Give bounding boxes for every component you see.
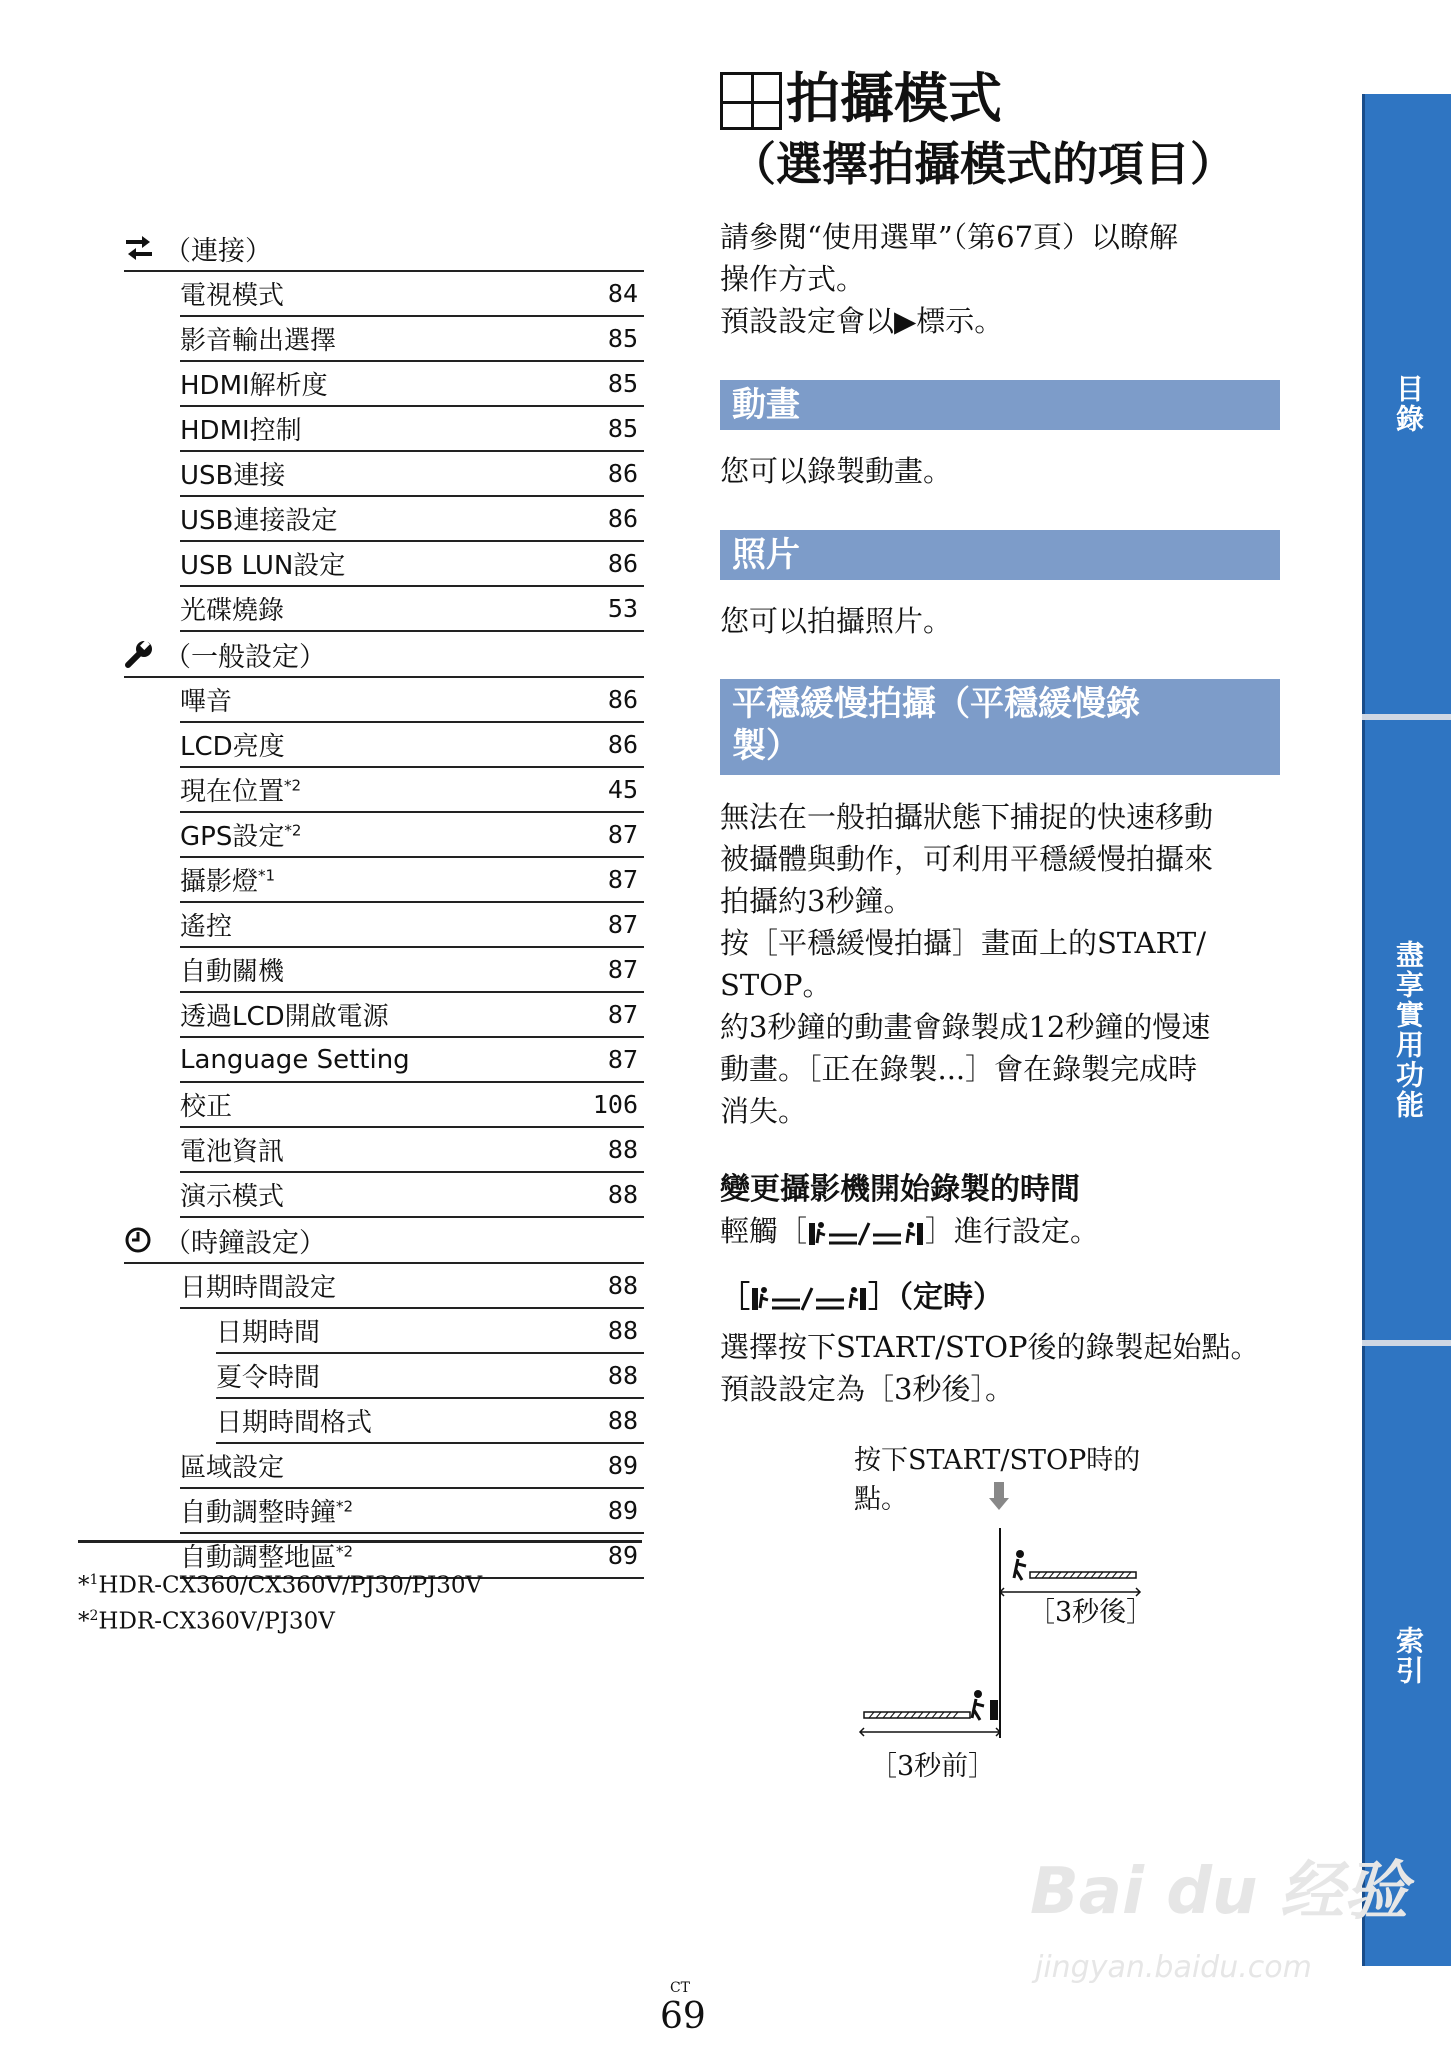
watermark-logo: Bai du 经验 (1030, 1855, 1408, 1929)
toc-row-label: USB LUN設定 (180, 551, 346, 581)
timing-touch-instruction: 輕觸［ ］進行設定。 (720, 1214, 1100, 1248)
toc-row[interactable] (216, 1309, 644, 1354)
toc-row-label: 光碟燒錄 (180, 596, 285, 626)
toc-row[interactable] (180, 1444, 644, 1489)
toc-row-label: LCD亮度 (180, 732, 285, 762)
toc-row-page: 84 (607, 279, 638, 308)
grid-icon (720, 72, 782, 130)
smooth-text-line: 動畫。［正在錄製...］會在錄製完成時 (720, 1052, 1198, 1086)
toc-row-label: 日期時間 (216, 1318, 321, 1348)
toc-row[interactable] (180, 452, 644, 497)
toc-row-page: 86 (607, 685, 638, 714)
toc-row-label: 日期時間設定 (180, 1273, 337, 1303)
toc-row-label: 電池資訊 (180, 1137, 285, 1167)
toc-row-page: 45 (607, 775, 638, 804)
section-movie-bar: 動畫 (720, 380, 1280, 430)
before-stripe (864, 1690, 998, 1720)
toc-row-page: 87 (607, 955, 638, 984)
toc-row-label: 攝影燈 (180, 867, 259, 897)
toc-row-label-group (180, 1492, 353, 1529)
toc-row[interactable] (180, 407, 644, 452)
toc-row-page: 85 (607, 324, 638, 353)
section-movie-text: 您可以錄製動畫。 (720, 454, 953, 488)
timing-switch-icon (807, 1218, 925, 1248)
toc-row[interactable] (180, 903, 644, 948)
toc-row-label: 現在位置 (180, 777, 285, 807)
toc-row[interactable] (180, 1038, 644, 1083)
toc-row-label: Language Setting (180, 1044, 410, 1075)
settings-index (124, 226, 644, 1579)
toc-row-page: 53 (607, 594, 638, 623)
toc-row-page: 85 (607, 414, 638, 443)
toc-row-page: 88 (607, 1135, 638, 1164)
toc-row-page: 106 (592, 1090, 638, 1119)
toc-row-footnote-mark: *1 (258, 866, 276, 885)
toc-row-label: 夏令時間 (216, 1363, 321, 1393)
toc-row[interactable] (180, 497, 644, 542)
tab-contents[interactable]: 目錄 (1362, 94, 1451, 714)
toc-row-label: 嗶音 (180, 687, 233, 717)
toc-row-page: 87 (607, 1045, 638, 1074)
toc-row-label: 自動調整時鐘 (180, 1498, 337, 1528)
toc-row[interactable] (216, 1399, 644, 1444)
smooth-text-line: 被攝體與動作，可利用平穩緩慢拍攝來 (720, 842, 1214, 876)
toc-row-label-group (180, 816, 301, 853)
toc-row[interactable] (180, 1128, 644, 1173)
toc-row-page: 89 (607, 1541, 638, 1570)
label-after: ［3秒後］ (1028, 1597, 1154, 1628)
toc-row-label: USB連接 (180, 461, 286, 491)
toc-row-label: 電視模式 (180, 281, 285, 311)
toc-row[interactable] (180, 993, 644, 1038)
toc-row-page: 88 (607, 1361, 638, 1390)
toc-row-label: 校正 (180, 1092, 233, 1122)
smooth-text-line: 消失。 (720, 1094, 808, 1128)
toc-row-label: 演示模式 (180, 1182, 285, 1212)
timing-description: 選擇按下START/STOP後的錄製起始點。 預設設定為［3秒後］。 (720, 1330, 1260, 1406)
section-photo-text: 您可以拍攝照片。 (720, 604, 953, 638)
footnote-2: *$^2$HDR-CX360V/PJ30V (78, 1608, 335, 1635)
tab-index[interactable]: 索引 (1362, 1346, 1451, 1966)
toc-row[interactable] (216, 1354, 644, 1399)
smooth-text-line: 按［平穩緩慢拍攝］畫面上的START/ (720, 926, 1207, 960)
toc-row-page: 88 (607, 1271, 638, 1300)
toc-row-label: 自動調整地區 (180, 1543, 337, 1573)
toc-row-label: 區域設定 (180, 1453, 285, 1483)
tab-useful-features[interactable]: 盡享實用功能 (1362, 720, 1451, 1340)
smooth-text-line: 約3秒鐘的動畫會錄製成12秒鐘的慢速 (720, 1010, 1211, 1044)
toc-row-footnote-mark: *2 (284, 821, 302, 840)
toc-row-label: USB連接設定 (180, 506, 338, 536)
toc-row-page: 86 (607, 730, 638, 759)
toc-row[interactable] (180, 272, 644, 317)
toc-row[interactable] (180, 1264, 644, 1309)
toc-row[interactable] (180, 362, 644, 407)
page-title: 拍攝模式 (786, 67, 1002, 130)
toc-row-page: 87 (607, 1000, 638, 1029)
toc-row[interactable] (180, 1173, 644, 1218)
toc-row-page: 86 (607, 459, 638, 488)
smooth-text-line: STOP。 (720, 968, 832, 1002)
smooth-text-line: 無法在一般拍攝狀態下捕捉的快速移動 (720, 800, 1214, 834)
section-clock-heading: （時鐘設定） (124, 1218, 644, 1264)
toc-row[interactable] (180, 948, 644, 993)
toc-row-page: 87 (607, 910, 638, 939)
toc-row-page: 85 (607, 369, 638, 398)
toc-row-label: 影音輸出選擇 (180, 326, 337, 356)
timing-option-heading: ［ ］（定時） (720, 1280, 1003, 1315)
intro-text: 請參閱“使用選單”（第67頁）以瞭解 操作方式。 預設設定會以▶標示。 (720, 220, 1179, 338)
page-number: CT 69 (660, 1980, 706, 2037)
toc-row-page: 88 (607, 1180, 638, 1209)
toc-row-page: 88 (607, 1316, 638, 1345)
smooth-text-line: 拍攝約3秒鐘。 (720, 884, 913, 918)
toc-row-page: 87 (607, 865, 638, 894)
label-before: ［3秒前］ (870, 1751, 996, 1782)
toc-row[interactable] (180, 858, 644, 903)
page-subtitle: （選擇拍攝模式的項目） (730, 137, 1236, 191)
timing-option-icon (750, 1284, 868, 1314)
after-stripe (1014, 1550, 1136, 1580)
toc-row[interactable] (180, 317, 644, 362)
toc-row[interactable] (180, 678, 644, 723)
section-connect-heading: （連接） (124, 226, 644, 272)
toc-row[interactable] (180, 542, 644, 587)
toc-row-label: 透過LCD開啟電源 (180, 1002, 389, 1032)
toc-row[interactable] (180, 1083, 644, 1128)
toc-row-page: 87 (607, 820, 638, 849)
toc-row-footnote-mark: *2 (336, 1542, 354, 1561)
toc-row-page: 89 (607, 1451, 638, 1480)
toc-row[interactable] (180, 768, 644, 813)
toc-row-page: 88 (607, 1406, 638, 1435)
footnote-1: *$^1$HDR-CX360/CX360V/PJ30/PJ30V (78, 1572, 483, 1599)
toc-row-label: GPS設定 (180, 822, 285, 852)
toc-row-label: HDMI控制 (180, 416, 302, 446)
toc-row-footnote-mark: *2 (284, 776, 302, 795)
section-general-heading: （一般設定） (124, 632, 644, 678)
toc-row-page: 86 (607, 549, 638, 578)
toc-row-label: 日期時間格式 (216, 1408, 373, 1438)
toc-row-label-group (180, 771, 301, 808)
connect-arrows-icon (124, 233, 160, 263)
toc-row[interactable] (180, 1489, 644, 1534)
toc-row-page: 89 (607, 1496, 638, 1525)
toc-row-label: 遙控 (180, 912, 233, 942)
toc-row[interactable] (180, 723, 644, 768)
toc-end-rule (78, 1540, 642, 1543)
toc-row-label: HDMI解析度 (180, 371, 328, 401)
section-smooth-text (720, 796, 1280, 1132)
toc-row-label: 自動關機 (180, 957, 285, 987)
timing-heading: 變更攝影機開始錄製的時間 (720, 1172, 1080, 1207)
section-smooth-bar: 平穩緩慢拍攝（平穩緩慢錄 製） (720, 679, 1280, 775)
section-photo-bar: 照片 (720, 530, 1280, 580)
watermark-url: jingyan.baidu.com (1035, 1950, 1312, 1985)
diagram-caption: 按下START/STOP時的點。 (854, 1445, 1141, 1515)
toc-row-label-group (180, 861, 275, 898)
toc-row-page: 86 (607, 504, 638, 533)
recording-timing-diagram (840, 1438, 1180, 1798)
toc-row[interactable] (180, 587, 644, 632)
toc-row-footnote-mark: *2 (336, 1497, 354, 1516)
clock-icon (124, 1225, 160, 1255)
toc-row[interactable] (180, 813, 644, 858)
wrench-icon (124, 639, 160, 669)
